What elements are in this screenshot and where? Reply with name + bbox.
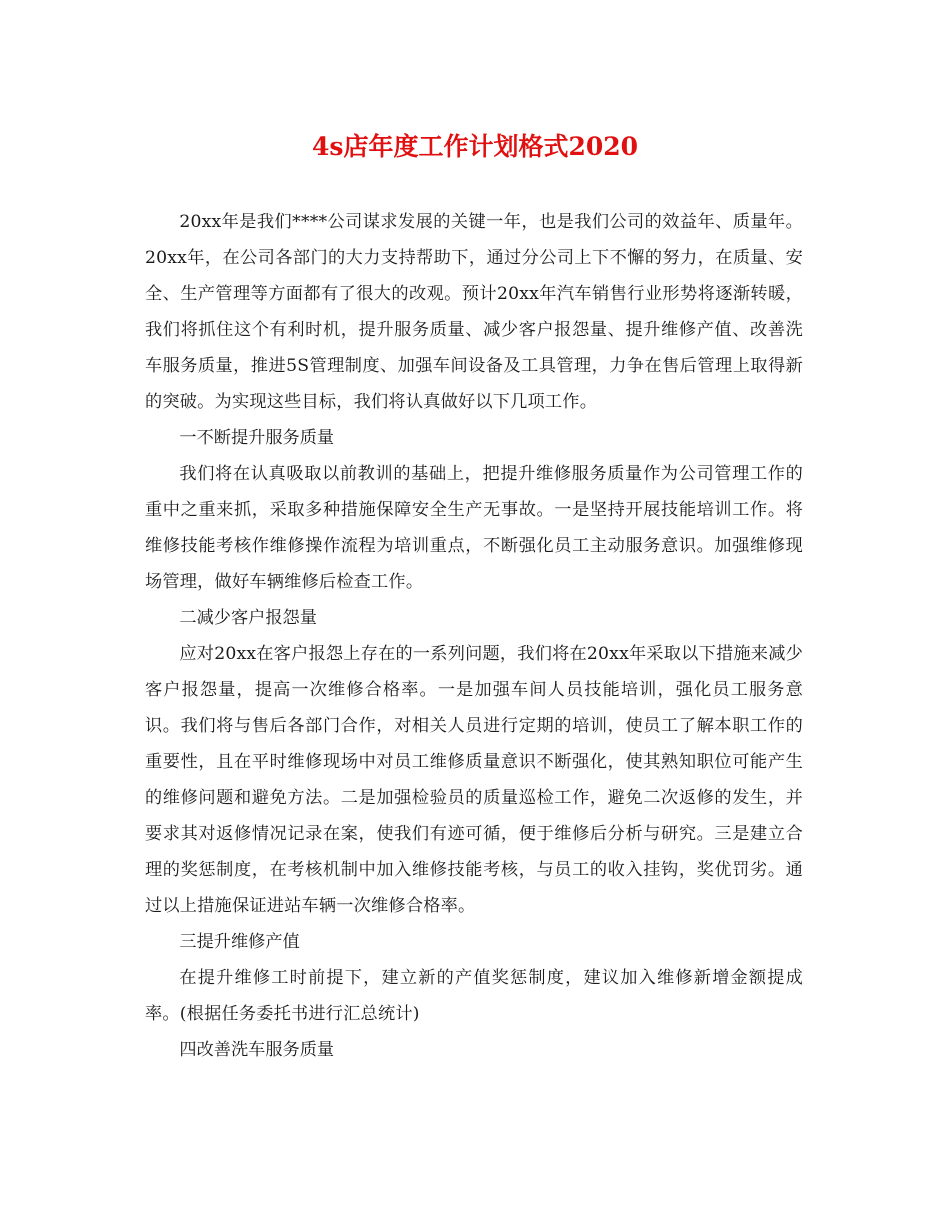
section-3-paragraph: 在提升维修工时前提下，建立新的产值奖惩制度，建议加入维修新增金额提成率。(根据任务委托书进行汇总统计) [145, 968, 803, 1024]
section-heading-1: 一不断提升服务质量 [179, 428, 335, 448]
section-heading-2: 二减少客户报怨量 [179, 608, 317, 628]
section-2-paragraph: 应对20xx在客户报怨上存在的一系列问题，我们将在20xx年采取以下措施来减少客户报怨量，提高一次维修合格率。一是加强车间人员技能培训，强化员工服务意识。我们将与售后各部门合作，对相关人员进行定期的培训，使员工了解本职工作的重要性，且在平时维修现场中对员工维修质量意识不断强化，使其熟知职位可能产生的维修问题和避免方法。二是加强检验员的质量巡检工作，避免二次返修的发生，并要求其对返修情况记录在案，使我们有迹可循，便于维修后分析与研究。三是建立合理的奖惩制度，在考核机制中加入维修技能考核，与员工的收入挂钩，奖优罚劣。通过以上措施保证进站车辆一次维修合格率。 [145, 644, 803, 916]
document-title: 4s店年度工作计划格式2020 [311, 132, 639, 161]
section-heading-4: 四改善洗车服务质量 [179, 1040, 335, 1060]
section-1-paragraph: 我们将在认真吸取以前教训的基础上，把提升维修服务质量作为公司管理工作的重中之重来抓，采取多种措施保障安全生产无事故。一是坚持开展技能培训工作。将维修技能考核作维修操作流程为培训重点，不断强化员工主动服务意识。加强维修现场管理，做好车辆维修后检查工作。 [145, 464, 803, 592]
document-body [145, 204, 803, 1068]
intro-paragraph: 20xx年是我们****公司谋求发展的关键一年，也是我们公司的效益年、质量年。20xx年，在公司各部门的大力支持帮助下，通过分公司上下不懈的努力，在质量、安全、生产管理等方面都有了很大的改观。预计20xx年汽车销售行业形势将逐渐转暖，我们将抓住这个有利时机，提升服务质量、减少客户报怨量、提升维修产值、改善洗车服务质量，推进5S管理制度、加强车间设备及工具管理，力争在售后管理上取得新的突破。为实现这些目标，我们将认真做好以下几项工作。 [145, 212, 803, 412]
section-heading-3: 三提升维修产值 [179, 932, 300, 952]
